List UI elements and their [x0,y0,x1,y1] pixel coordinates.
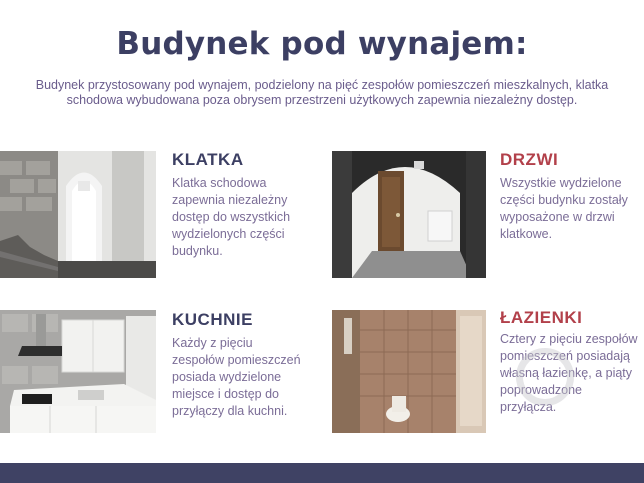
kitchen-photo [0,310,156,433]
card-title-lazienki: ŁAZIENKI [500,308,583,327]
bathroom-photo [332,310,486,433]
card-title-drzwi: DRZWI [500,150,559,169]
card-text-drzwi: Wszystkie wydzielone części budynku zostały wyposażone w drzwi klatkowe. [500,176,628,241]
card-text-klatka: Klatka schodowa zapewnia niezależny dostęp do wszystkich wydzielonych części budynku. [172,176,291,258]
card-text-kuchnie: Każdy z pięciu zespołów pomieszczeń posiada wydzielone miejsce i dostęp do przyłączy dla kuchni. [172,336,301,418]
card-title-kuchnie: KUCHNIE [172,310,253,329]
watermark-logo [516,348,574,406]
footer-bar [0,463,644,483]
page-title: Budynek pod wynajem: [116,26,528,62]
card-title-klatka: KLATKA [172,150,244,169]
card-text-lazienki: Cztery z pięciu zespołów pomieszczeń posiadają własną łazienkę, a piąty poprowadzone przyłącza. [500,332,638,414]
door-photo [332,151,486,278]
intro-paragraph: Budynek przystosowany pod wynajem, podzielony na pięć zespołów pomieszczeń mieszkalnych, klatka schodowa wybudowana poza obrysem przestrzeni użytkowych zapewnia niezależny dostęp. [35,78,609,107]
staircase-photo [0,151,156,278]
